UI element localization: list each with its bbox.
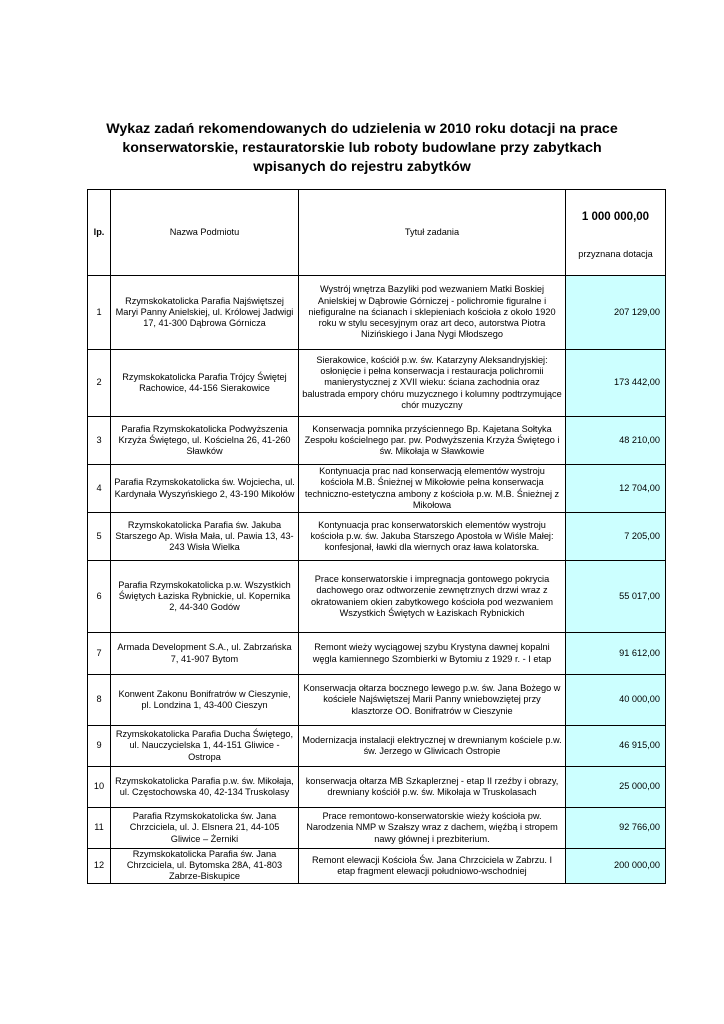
row-lp: 9 bbox=[88, 726, 111, 767]
row-task: Modernizacja instalacji elektrycznej w drewnianym kościele p.w. św. Jerzego w Gliwicach Ostropie bbox=[299, 726, 566, 767]
row-lp: 6 bbox=[88, 561, 111, 633]
header-lp-label: lp. bbox=[93, 226, 105, 237]
table-row bbox=[88, 633, 666, 675]
table-row bbox=[88, 767, 666, 808]
row-entity: Rzymskokatolicka Parafia św. Jakuba Starszego Ap. Wisła Mała, ul. Pawia 13, 43-243 Wisła Wielka bbox=[111, 513, 299, 561]
row-amount: 40 000,00 bbox=[566, 675, 666, 726]
row-amount: 46 915,00 bbox=[566, 726, 666, 767]
row-lp: 1 bbox=[88, 276, 111, 350]
granted-label: przyznana dotacja bbox=[578, 249, 653, 260]
row-lp: 10 bbox=[88, 767, 111, 808]
row-lp: 4 bbox=[88, 465, 111, 513]
row-amount: 25 000,00 bbox=[566, 767, 666, 808]
table-row bbox=[88, 561, 666, 633]
row-task: Kontynuacja prac nad konserwacją elementów wystroju kościoła M.B. Śnieżnej w Mikołowie pełna konserwacja techniczno-estetyczna ambony z kościoła p.w. M.B. Śnieżnej z Mikołowa bbox=[299, 465, 566, 513]
row-task: Konserwacja ołtarza bocznego lewego p.w. św. Jana Bożego w kościele Najświętszej Marii Panny wniebowziętej przy klasztorze OO. Bonifratrów w Cieszynie bbox=[299, 675, 566, 726]
row-entity: Armada Development S.A., ul. Zabrzańska 7, 41-907 Bytom bbox=[111, 633, 299, 675]
row-lp: 12 bbox=[88, 849, 111, 884]
grants-table bbox=[87, 189, 666, 884]
header-entity: Nazwa Podmiotu bbox=[111, 190, 299, 276]
table-row bbox=[88, 465, 666, 513]
row-amount: 92 766,00 bbox=[566, 808, 666, 849]
row-amount: 48 210,00 bbox=[566, 417, 666, 465]
table-row bbox=[88, 417, 666, 465]
table-row bbox=[88, 276, 666, 350]
row-entity: Rzymskokatolicka Parafia Najświętszej Maryi Panny Anielskiej, ul. Królowej Jadwigi 17, 41-300 Dąbrowa Górnicza bbox=[111, 276, 299, 350]
table-row bbox=[88, 726, 666, 767]
row-entity: Rzymskokatolicka Parafia Ducha Świętego, ul. Nauczycielska 1, 44-151 Gliwice - Ostropa bbox=[111, 726, 299, 767]
total-amount: 1 000 000,00 bbox=[581, 211, 650, 223]
row-lp: 8 bbox=[88, 675, 111, 726]
header-task: Tytuł zadania bbox=[299, 190, 566, 276]
row-amount: 173 442,00 bbox=[566, 350, 666, 417]
row-amount: 200 000,00 bbox=[566, 849, 666, 884]
row-lp: 11 bbox=[88, 808, 111, 849]
row-task: Wystrój wnętrza Bazyliki pod wezwaniem Matki Boskiej Anielskiej w Dąbrowie Górniczej - polichromie figuralne i niefiguralne na ścianach i sklepieniach kościoła z około 1920 roku w stylu secesyjnym oraz art deco, autorstwa Piotra Nizińskiego i Jana Nygi Młodszego bbox=[299, 276, 566, 350]
row-lp: 5 bbox=[88, 513, 111, 561]
row-task: Kontynuacja prac konserwatorskich elementów wystroju kościoła p.w. św. Jakuba Starszego Apostoła w Wiśle Małej: konfesjonał, ławki dla wiernych oraz ława kolatorska. bbox=[299, 513, 566, 561]
row-task: Remont wieży wyciągowej szybu Krystyna dawnej kopalni węgla kamiennego Szombierki w Bytomiu z 1929 r. - I etap bbox=[299, 633, 566, 675]
header-lp bbox=[88, 190, 111, 276]
row-entity: Rzymskokatolicka Parafia Trójcy Świętej Rachowice, 44-156 Sierakowice bbox=[111, 350, 299, 417]
row-task: konserwacja ołtarza MB Szkaplerznej - etap II rzeźby i obrazy, drewniany kościół p.w. św. Mikołaja w Truskolasach bbox=[299, 767, 566, 808]
row-entity: Parafia Rzymskokatolicka św. Jana Chrzciciela, ul. J. Elsnera 21, 44-105 Gliwice – Żerniki bbox=[111, 808, 299, 849]
row-task: Prace remontowo-konserwatorskie wieży kościoła pw. Narodzenia NMP w Szałszy wraz z dachem, więźbą i stropem nawy głównej i prezbiterium. bbox=[299, 808, 566, 849]
row-task: Remont elewacji Kościoła Św. Jana Chrzciciela w Zabrzu. I etap fragment elewacji południowo-wschodniej bbox=[299, 849, 566, 884]
row-lp: 3 bbox=[88, 417, 111, 465]
row-task: Konserwacja pomnika przyściennego Bp. Kajetana Sołtyka Zespołu kościelnego par. pw. Podwyższenia Krzyża Świętego i św. Mikołaja w Sławkowie bbox=[299, 417, 566, 465]
row-task: Sierakowice, kościół p.w. św. Katarzyny Aleksandryjskiej: osłonięcie i pełna konserwacja i restauracja polichromii manierystycznej z XVII wieku: ściana zachodnia oraz balustrada empory chóru muzycznego i kolumny podtrzymujące chór muzyczny bbox=[299, 350, 566, 417]
table-row bbox=[88, 808, 666, 849]
header-amount bbox=[566, 190, 666, 276]
row-entity: Parafia Rzymskokatolicka p.w. Wszystkich Świętych Łaziska Rybnickie, ul. Kopernika 2, 44-340 Godów bbox=[111, 561, 299, 633]
row-amount: 12 704,00 bbox=[566, 465, 666, 513]
row-amount: 7 205,00 bbox=[566, 513, 666, 561]
table-header-row bbox=[88, 190, 666, 276]
row-task: Prace konserwatorskie i impregnacja gontowego pokrycia dachowego oraz odtworzenie zewnętrznych drzwi wraz z okratowaniem okien zabytkowego kościoła pod wezwaniem Wszystkich Świętych w Łaziskach Rybnickich bbox=[299, 561, 566, 633]
row-entity: Parafia Rzymskokatolicka Podwyższenia Krzyża Świętego, ul. Kościelna 26, 41-260 Sławków bbox=[111, 417, 299, 465]
row-entity: Konwent Zakonu Bonifratrów w Cieszynie, pl. Londzina 1, 43-400 Cieszyn bbox=[111, 675, 299, 726]
row-lp: 7 bbox=[88, 633, 111, 675]
table-row bbox=[88, 350, 666, 417]
row-entity: Parafia Rzymskokatolicka św. Wojciecha, ul. Kardynała Wyszyńskiego 2, 43-190 Mikołów bbox=[111, 465, 299, 513]
table-body bbox=[88, 276, 666, 884]
table-row bbox=[88, 675, 666, 726]
row-entity: Rzymskokatolicka Parafia p.w. św. Mikołaja, ul. Częstochowska 40, 42-134 Truskolasy bbox=[111, 767, 299, 808]
row-entity: Rzymskokatolicka Parafia św. Jana Chrzciciela, ul. Bytomska 28A, 41-803 Zabrze-Biskupice bbox=[111, 849, 299, 884]
row-amount: 91 612,00 bbox=[566, 633, 666, 675]
table-row bbox=[88, 513, 666, 561]
table-row bbox=[88, 849, 666, 884]
row-amount: 55 017,00 bbox=[566, 561, 666, 633]
row-amount: 207 129,00 bbox=[566, 276, 666, 350]
document-title: Wykaz zadań rekomendowanych do udzielenia w 2010 roku dotacji na prace konserwatorskie, restauratorskie lub roboty budowlane przy zabytkach wpisanych do rejestru zabytków bbox=[106, 121, 618, 175]
row-lp: 2 bbox=[88, 350, 111, 417]
